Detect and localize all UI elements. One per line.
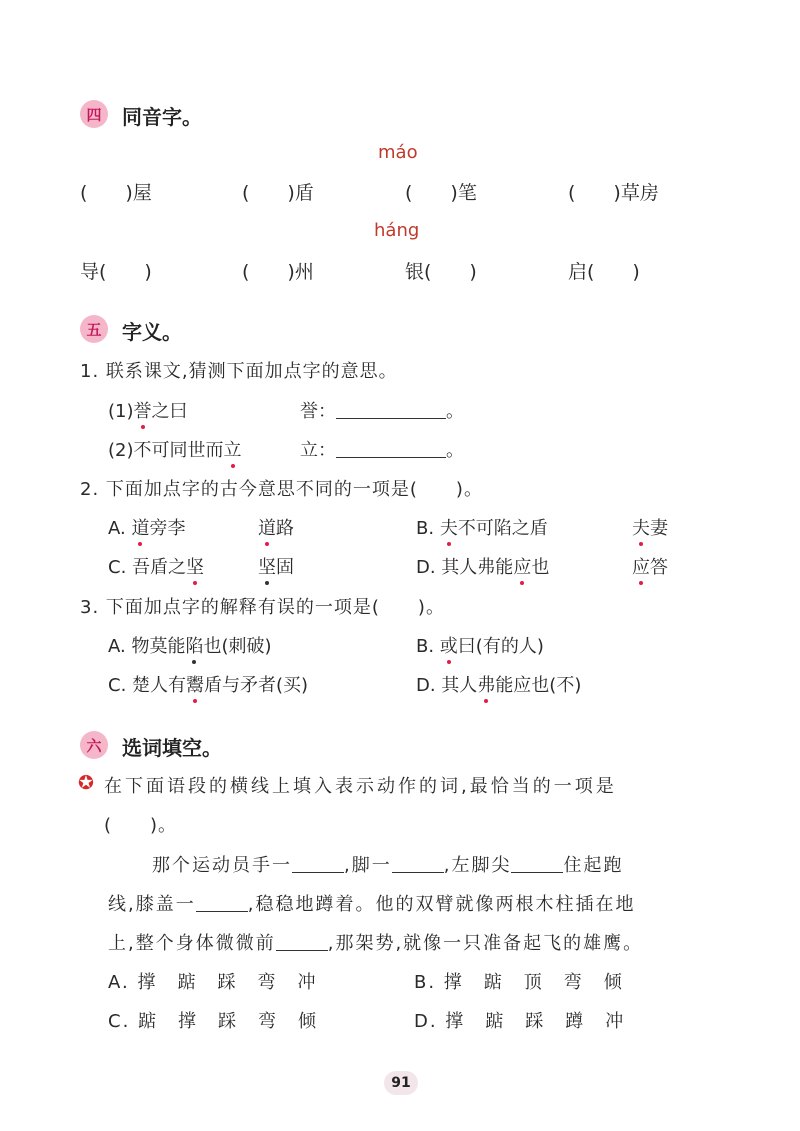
paragraph-line-1: 那个运动员手一 ,脚一 ,左脚尖 住起跑	[152, 855, 624, 876]
fill-blank[interactable]	[392, 872, 444, 873]
q2-option-c: C. 吾盾之坚	[108, 553, 204, 579]
q1-item-1-answer: 誉： 。	[300, 401, 464, 422]
q1-item-2-answer: 立： 。	[300, 440, 464, 461]
section-5-title: 字义。	[122, 320, 182, 344]
section-6-prompt-answer: ( )。	[104, 815, 178, 836]
section-6-badge: 六	[80, 731, 108, 759]
q2-option-a-modern: 道路	[258, 514, 294, 540]
q3-option-d: D. 其人弗能应也(不)	[416, 671, 581, 697]
option-b: B. 撑 踮 顶 弯 倾	[414, 972, 624, 993]
question-2: 2. 下面加点字的古今意思不同的一项是( )。	[80, 479, 483, 500]
section-4-badge: 四	[80, 100, 108, 128]
blank-item: ( )屋	[80, 182, 152, 204]
fill-blank[interactable]	[292, 872, 344, 873]
option-d: D. 撑 踮 踩 蹲 冲	[414, 1011, 626, 1032]
section-4-title: 同音字。	[122, 105, 202, 129]
answer-blank[interactable]	[336, 418, 446, 419]
fill-blank[interactable]	[276, 950, 328, 951]
blank-item: ( )州	[242, 261, 314, 283]
fill-blank[interactable]	[196, 911, 248, 912]
blank-item: ( )盾	[242, 182, 314, 204]
paragraph-line-2: 线,膝盖一 ,稳稳地蹲着。他的双臂就像两根木柱插在地	[108, 894, 636, 915]
q2-option-d: D. 其人弗能应也	[416, 553, 549, 579]
option-a: A. 撑 踮 踩 弯 冲	[108, 972, 318, 993]
paragraph-line-3: 上,整个身体微微前 ,那架势,就像一只准备起飞的雄鹰。	[108, 933, 644, 954]
q2-option-b-modern: 夫妻	[632, 514, 668, 540]
q3-option-b: B. 或曰(有的人)	[416, 632, 544, 658]
fill-blank[interactable]	[511, 872, 563, 873]
question-1: 1. 联系课文,猜测下面加点字的意思。	[80, 361, 398, 382]
q1-item-1: (1)誉之曰	[108, 397, 188, 423]
q3-option-a: A. 物莫能陷也(刺破)	[108, 632, 272, 658]
q2-option-d-modern: 应答	[632, 553, 668, 579]
blank-item: ( )笔	[405, 182, 477, 204]
section-5-badge: 五	[80, 315, 108, 343]
q2-option-b: B. 夫不可陷之盾	[416, 514, 548, 540]
blank-item: 银( )	[405, 261, 477, 283]
blank-item: 启( )	[568, 261, 640, 283]
q2-option-c-modern: 坚固	[258, 553, 294, 579]
blank-item: 导( )	[80, 261, 152, 283]
blank-item: ( )草房	[568, 182, 659, 204]
option-c: C. 踮 撑 踩 弯 倾	[108, 1011, 319, 1032]
question-3: 3. 下面加点字的解释有误的一项是( )。	[80, 597, 445, 618]
q3-option-c: C. 楚人有鬻盾与矛者(买)	[108, 671, 308, 697]
q2-option-a: A. 道旁李	[108, 514, 185, 540]
section-6-title: 选词填空。	[122, 736, 222, 760]
section-6-prompt: 在下面语段的横线上填入表示动作的词,最恰当的一项是	[104, 776, 617, 797]
page-number: 91	[384, 1071, 418, 1095]
answer-blank[interactable]	[336, 457, 446, 458]
pinyin-hang: háng	[374, 220, 420, 241]
star-icon: ✪	[78, 772, 94, 794]
pinyin-mao: máo	[378, 142, 418, 163]
q1-item-2: (2)不可同世而立	[108, 436, 242, 462]
